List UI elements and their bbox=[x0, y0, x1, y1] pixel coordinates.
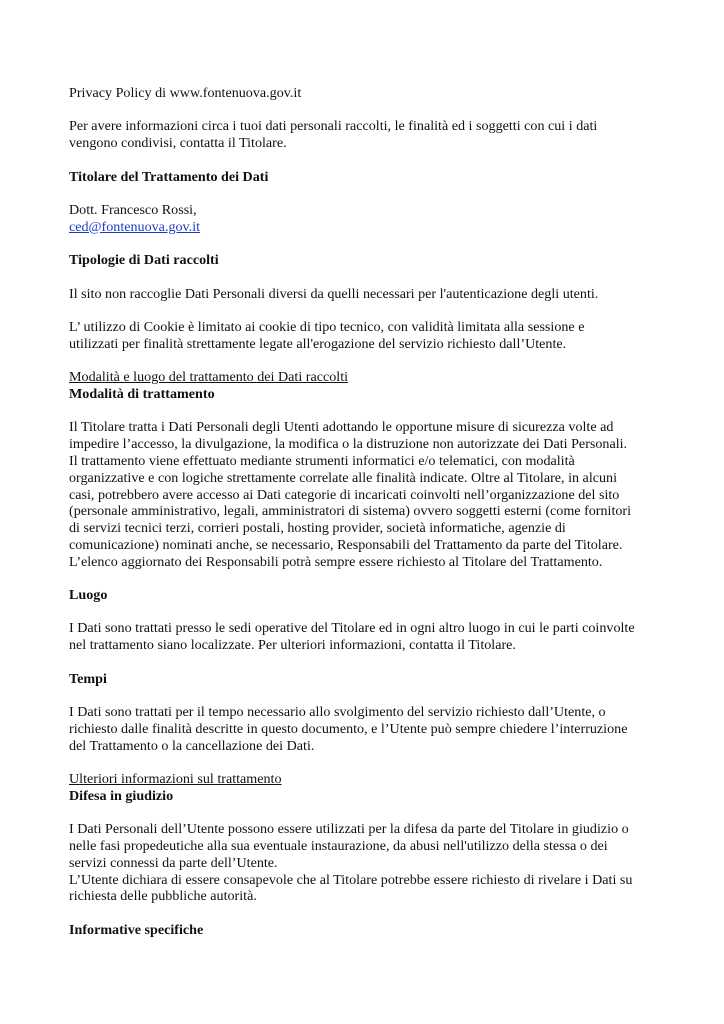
methods-line: L’elenco aggiornato dei Responsabili potrà sempre essere richiesto al Titolare del Trattamento. bbox=[69, 553, 603, 570]
methods-line: di servizi tecnici terzi, corrieri postali, hosting provider, società informatiche, agenzie di bbox=[69, 520, 566, 537]
methods-line: impedire l’accesso, la divulgazione, la modifica o la distruzione non autorizzate dei Dati Personali. bbox=[69, 436, 628, 453]
methods-section-title: Modalità e luogo del trattamento dei Dati raccolti bbox=[69, 369, 349, 386]
place-paragraph bbox=[69, 620, 659, 654]
cookie-line: L’ utilizzo di Cookie è limitato ai cookie di tipo tecnico, con validità limitata alla sessione e bbox=[69, 318, 585, 335]
cookie-paragraph bbox=[69, 319, 659, 353]
methods-heading: Modalità di trattamento bbox=[69, 385, 215, 402]
defense-line: I Dati Personali dell’Utente possono essere utilizzati per la difesa da parte del Titolare in giudizio o bbox=[69, 821, 629, 838]
intro-paragraph bbox=[69, 118, 659, 152]
place-line: I Dati sono trattati presso le sedi operative del Titolare ed in ogni altro luogo in cui le parti coinvolte bbox=[69, 620, 635, 637]
methods-line: (personale amministrativo, legali, amministratori di sistema) ovvero soggetti esterni (come fornitori bbox=[69, 503, 632, 520]
intro-line: vengono condivisi, contatta il Titolare. bbox=[69, 135, 287, 152]
defense-line: L’Utente dichiara di essere consapevole che al Titolare potrebbe essere richiesto di rivelare i Dati su bbox=[69, 871, 633, 888]
place-heading: Luogo bbox=[69, 587, 108, 604]
time-paragraph bbox=[69, 704, 659, 754]
time-line: richiesto dalle finalità descritte in questo documento, e l’Utente può sempre chiedere l’interruzione bbox=[69, 720, 628, 737]
further-section-title: Ulteriori informazioni sul trattamento bbox=[69, 771, 282, 788]
further-section bbox=[69, 771, 659, 805]
data-types-heading: Tipologie di Dati raccolti bbox=[69, 252, 219, 269]
intro-line: Per avere informazioni circa i tuoi dati personali raccolti, le finalità ed i soggetti con cui i dati bbox=[69, 118, 598, 135]
data-types-paragraph: Il sito non raccoglie Dati Personali diversi da quelli necessari per l'autenticazione degli utenti. bbox=[69, 285, 599, 302]
specific-info-heading: Informative specifiche bbox=[69, 921, 204, 938]
methods-line: Il Titolare tratta i Dati Personali degli Utenti adottando le opportune misure di sicurezza volte ad bbox=[69, 419, 614, 436]
document-title: Privacy Policy di www.fontenuova.gov.it bbox=[69, 85, 302, 101]
methods-paragraph bbox=[69, 419, 659, 570]
methods-section bbox=[69, 369, 659, 403]
defense-line: nelle fasi propedeutiche alla sua eventuale instaurazione, da abusi nell'utilizzo della stessa o dei bbox=[69, 838, 608, 855]
privacy-policy-document bbox=[69, 85, 659, 939]
time-heading: Tempi bbox=[69, 670, 107, 687]
defense-heading: Difesa in giudizio bbox=[69, 787, 174, 804]
controller-email-link[interactable]: ced@fontenuova.gov.it bbox=[69, 218, 201, 235]
defense-paragraph bbox=[69, 821, 659, 905]
defense-line: richiesta delle pubbliche autorità. bbox=[69, 888, 257, 905]
place-line: nel trattamento siano localizzate. Per ulteriori informazioni, contatta il Titolare. bbox=[69, 637, 516, 654]
controller-contact bbox=[69, 202, 659, 236]
methods-line: organizzative e con logiche strettamente correlate alle finalità indicate. Oltre al Titolare, in alcuni bbox=[69, 469, 617, 486]
methods-line: casi, potrebbero avere accesso ai Dati categorie di incaricati coinvolti nell’organizzazione del sito bbox=[69, 486, 620, 503]
time-line: del Trattamento o la cancellazione dei Dati. bbox=[69, 737, 315, 754]
time-line: I Dati sono trattati per il tempo necessario allo svolgimento del servizio richiesto dall’Utente, o bbox=[69, 704, 606, 721]
defense-line: servizi connessi da parte dell’Utente. bbox=[69, 854, 278, 871]
methods-line: comunicazione) nominati anche, se necessario, Responsabili del Trattamento da parte del Titolare. bbox=[69, 536, 623, 553]
controller-name: Dott. Francesco Rossi, bbox=[69, 201, 197, 218]
methods-line: Il trattamento viene effettuato mediante strumenti informatici e/o telematici, con modalità bbox=[69, 452, 575, 469]
cookie-line: utilizzati per finalità strettamente legate all'erogazione del servizio richiesto dall’Utente. bbox=[69, 335, 567, 352]
controller-heading: Titolare del Trattamento dei Dati bbox=[69, 168, 269, 185]
